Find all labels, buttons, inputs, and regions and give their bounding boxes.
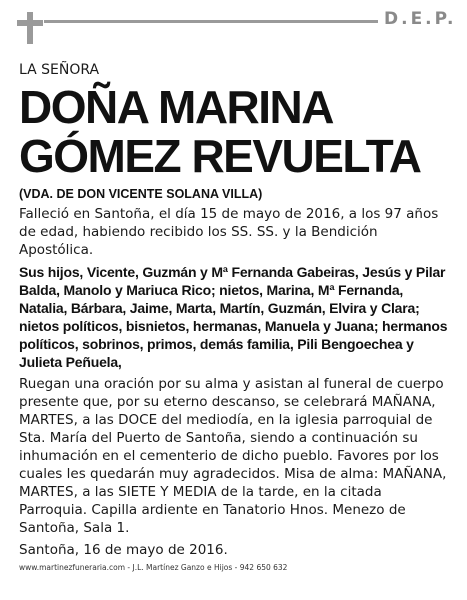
cross-icon — [17, 12, 47, 44]
funeral-request: Ruegan una oración por su alma y asistan al funeral de cuerpo presente que, por su eterno descanso, se celebrará MAÑANA, MARTES, a las DOCE del mediodía, en la iglesia parroquial de Sta. María del Puerto de Santoña, siendo a continuación su inhumación en el cementerio de dicho pueblo. Favores por los cuales les quedarán muy agradecidos. Misa de alma: MAÑANA, MARTES, a las SIETE Y MEDIA de la tarde, en la citada Parroquia. Capilla ardiente en Tanatorio Hnos. Menezo de Santoña, Sala 1. — [19, 376, 447, 536]
footer-contact: www.martinezfuneraria.com - J.L. Martínez Ganzo e Hijos - 942 650 632 — [19, 563, 288, 572]
place-date: Santoña, 16 de mayo de 2016. — [19, 542, 228, 558]
widow-of: (VDA. DE DON VICENTE SOLANA VILLA) — [19, 187, 263, 201]
dep-label: D.E.P. — [384, 9, 457, 29]
family-list: Sus hijos, Vicente, Guzmán y Mª Fernanda Gabeiras, Jesús y Pilar Balda, Manolo y Mariuca Rico; nietos, Marina, Mª Fernanda, Natalia, Bárbara, Jaime, Marta, Martín, Guzmán, Elvira y Clara; nietos políticos, bisnietos, hermanas, Manuela y Juana; hermanos políticos, sobrinos, primos, demás familia, Pili Bengoechea y Julieta Peñuela, — [19, 264, 448, 370]
notice-content — [19, 62, 451, 572]
header-rule — [44, 20, 378, 23]
header — [0, 0, 467, 46]
death-info: Falleció en Santoña, el día 15 de mayo de 2016, a los 97 años de edad, habiendo recibido los SS. SS. y la Bendición Apostólica. — [19, 206, 439, 258]
deceased-name-line-1: DOÑA MARINA — [19, 81, 333, 133]
honorific-prefix: LA SEÑORA — [19, 62, 100, 78]
deceased-name-line-2: GÓMEZ REVUELTA — [19, 130, 421, 182]
